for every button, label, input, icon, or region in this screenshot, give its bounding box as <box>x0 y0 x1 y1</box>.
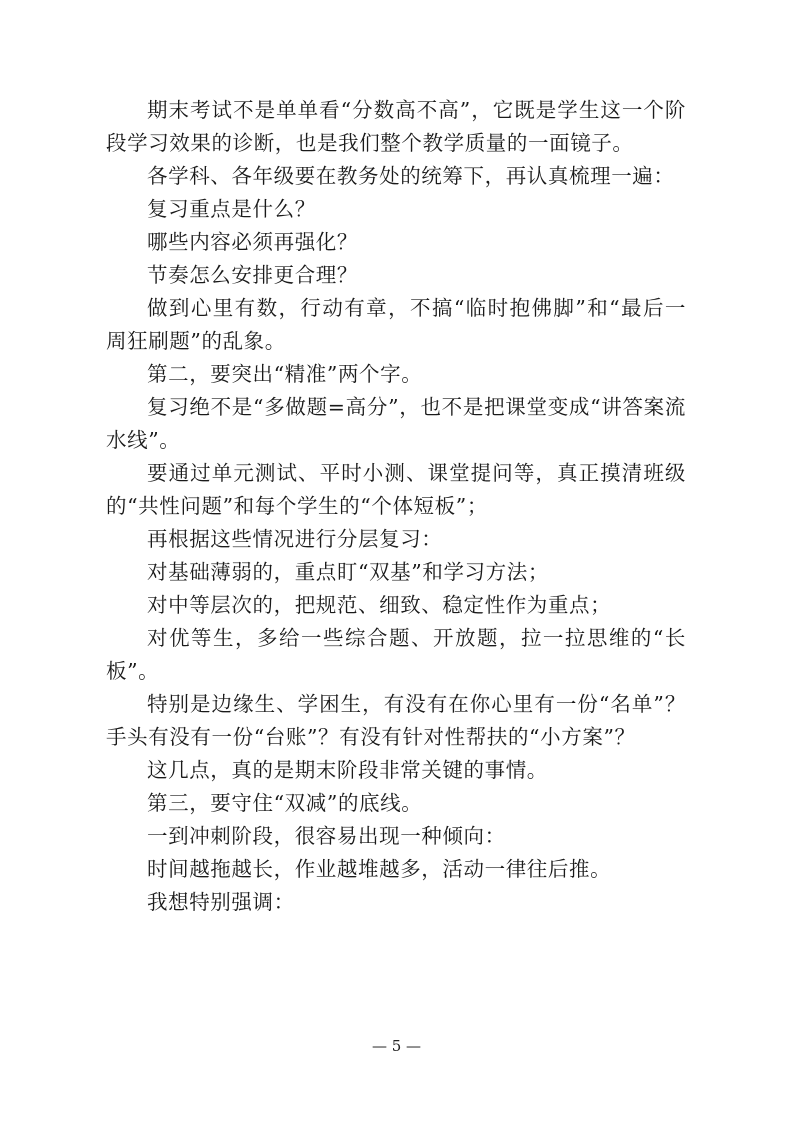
page-number: — 5 — <box>371 1037 422 1055</box>
paragraph: 复习重点是什么？ <box>147 197 316 221</box>
paragraph: 一到冲刺阶段，很容易出现一种倾向： <box>147 824 506 848</box>
paragraph: 复习绝不是“多做题=高分”，也不是把课堂变成“讲答案流水线”。 <box>106 395 686 452</box>
paragraph: 特别是边缘生、学困生，有没有在你心里有一份“名单”？手头有没有一份“台账”？有没有针对性帮扶的“小方案”？ <box>106 692 686 749</box>
paragraph: 对基础薄弱的，重点盯“双基”和学习方法； <box>147 560 549 584</box>
paragraph: 对优等生，多给一些综合题、开放题，拉一拉思维的“长板”。 <box>106 626 686 683</box>
section-heading: 第三，要守住“双减”的底线。 <box>147 791 423 815</box>
paragraph: 时间越拖越长，作业越堆越多，活动一律往后推。 <box>147 857 612 881</box>
paragraph: 各学科、各年级要在教务处的统筹下，再认真梳理一遍： <box>147 164 675 188</box>
paragraph: 对中等层次的，把规范、细致、稳定性作为重点； <box>147 593 612 617</box>
paragraph: 要通过单元测试、平时小测、课堂提问等，真正摸清班级的“共性问题”和每个学生的“个体短板”； <box>106 461 686 518</box>
paragraph: 再根据这些情况进行分层复习： <box>147 527 443 551</box>
paragraph: 我想特别强调： <box>147 890 295 914</box>
paragraph: 哪些内容必须再强化？ <box>147 230 358 254</box>
section-heading: 第二，要突出“精准”两个字。 <box>147 362 423 386</box>
paragraph: 期末考试不是单单看“分数高不高”，它既是学生这一个阶段学习效果的诊断，也是我们整个教学质量的一面镜子。 <box>106 98 686 155</box>
paragraph: 节奏怎么安排更合理？ <box>147 263 358 287</box>
paragraph: 这几点，真的是期末阶段非常关键的事情。 <box>147 758 548 782</box>
paragraph: 做到心里有数，行动有章，不搞“临时抱佛脚”和“最后一周狂刷题”的乱象。 <box>106 296 686 353</box>
body-text <box>106 94 686 919</box>
